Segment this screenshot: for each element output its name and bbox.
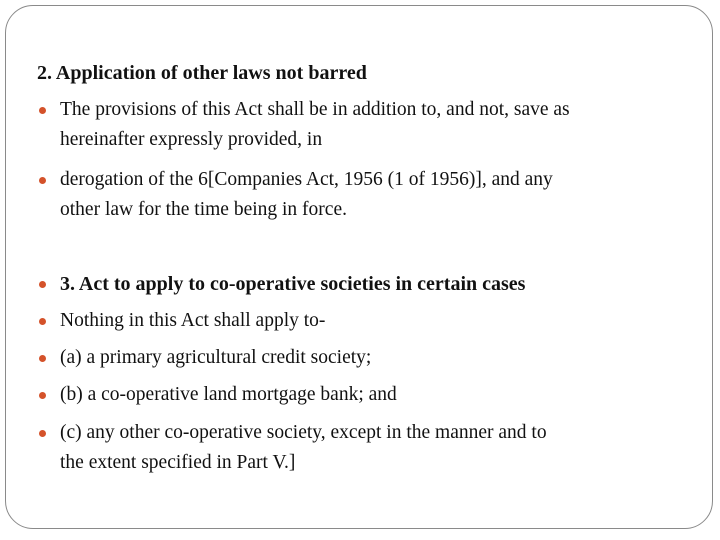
list-item-line: derogation of the 6[Companies Act, 1956 (1 of 1956)], and any	[60, 169, 553, 190]
bullet-icon	[39, 430, 46, 437]
list-item-line: Nothing in this Act shall apply to-	[60, 310, 326, 331]
bullet-icon	[39, 281, 46, 288]
list-item-line: other law for the time being in force.	[60, 199, 347, 220]
bullet-icon	[39, 355, 46, 362]
bullet-icon	[39, 318, 46, 325]
list-item-line: The provisions of this Act shall be in addition to, and not, save as	[60, 99, 570, 120]
list-item-line: (a) a primary agricultural credit society;	[60, 347, 372, 368]
bullet-icon	[39, 107, 46, 114]
list-item-line: (c) any other co-operative society, except in the manner and to	[60, 422, 547, 443]
list-item-line: the extent specified in Part V.]	[60, 452, 296, 473]
bullet-icon	[39, 177, 46, 184]
section-2-heading: 2. Application of other laws not barred	[37, 62, 367, 84]
list-item-line: (b) a co-operative land mortgage bank; and	[60, 384, 397, 405]
section-3-heading: 3. Act to apply to co-operative societies in certain cases	[60, 273, 526, 295]
list-item-line: hereinafter expressly provided, in	[60, 129, 323, 150]
bullet-icon	[39, 392, 46, 399]
